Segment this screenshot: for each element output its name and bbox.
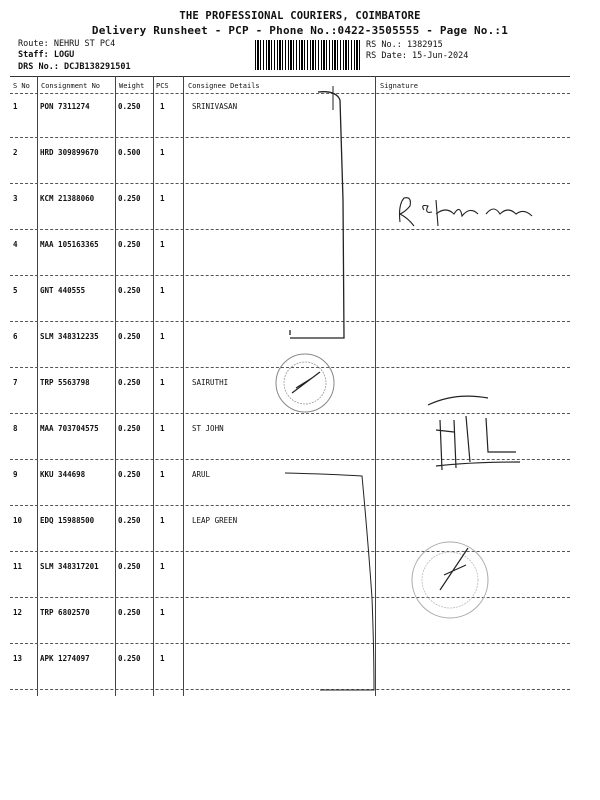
row-consignment-number: KKU 344698 (40, 470, 86, 479)
row-pcs: 1 (160, 516, 165, 525)
row-pcs: 1 (160, 148, 165, 157)
row-divider (10, 413, 570, 414)
row-pcs: 1 (160, 194, 165, 203)
row-consignment-number: APK 1274097 (40, 654, 90, 663)
row-sno: 2 (13, 148, 18, 157)
row-pcs: 1 (160, 332, 165, 341)
row-divider (10, 321, 570, 322)
row-divider (10, 367, 570, 368)
row-weight: 0.250 (118, 562, 141, 571)
row-divider (10, 689, 570, 690)
row-consignment-number: MAA 105163365 (40, 240, 99, 249)
row-consignment-number: MAA 703704575 (40, 424, 99, 433)
row-pcs: 1 (160, 378, 165, 387)
row-consignment-number: SLM 348317201 (40, 562, 99, 571)
row-pcs: 1 (160, 562, 165, 571)
row-pcs: 1 (160, 424, 165, 433)
company-title: THE PROFESSIONAL COURIERS, COIMBATORE (179, 10, 421, 22)
table-top-border (10, 76, 570, 77)
row-consignment-number: GNT 440555 (40, 286, 86, 295)
col-header-pcs: PCS (156, 82, 169, 90)
row-sno: 9 (13, 470, 18, 479)
row-divider (10, 551, 570, 552)
row-sno: 1 (13, 102, 18, 111)
col-header-consignment: Consignment No (41, 82, 101, 90)
col-divider (183, 76, 184, 696)
row-consignee: SAIRUTHI (192, 378, 229, 387)
row-weight: 0.250 (118, 240, 141, 249)
col-divider (37, 76, 38, 696)
row-consignment-number: TRP 5563798 (40, 378, 90, 387)
row-consignment-number: PON 7311274 (40, 102, 90, 111)
row-pcs: 1 (160, 286, 165, 295)
row-weight: 0.250 (118, 424, 141, 433)
col-divider (375, 76, 376, 696)
row-sno: 5 (13, 286, 18, 295)
pen-bracket-mark (290, 92, 344, 338)
row-weight: 0.500 (118, 148, 141, 157)
row-consignment-number: SLM 348312235 (40, 332, 99, 341)
stamp-row-7 (276, 354, 334, 412)
row-sno: 10 (13, 516, 23, 525)
row-consignment-number: EDQ 15988500 (40, 516, 95, 525)
row-weight: 0.250 (118, 608, 141, 617)
row-divider (10, 505, 570, 506)
col-header-consignee: Consignee Details (188, 82, 260, 90)
row-sno: 12 (13, 608, 23, 617)
row-sno: 4 (13, 240, 18, 249)
row-pcs: 1 (160, 470, 165, 479)
row-weight: 0.250 (118, 516, 141, 525)
row-weight: 0.250 (118, 654, 141, 663)
row-weight: 0.250 (118, 332, 141, 341)
row-sno: 13 (13, 654, 23, 663)
rs-date: RS Date: 15-Jun-2024 (366, 51, 469, 61)
row-consignee: ST JOHN (192, 424, 224, 433)
row-divider (10, 597, 570, 598)
col-header-weight: Weight (119, 82, 145, 90)
row-consignee: LEAP GREEN (192, 516, 238, 525)
route-label: Route: NEHRU ST PC4 (18, 39, 116, 49)
rs-number: RS No.: 1382915 (366, 40, 443, 50)
row-weight: 0.250 (118, 286, 141, 295)
drs-number: DRS No.: DCJB138291501 (18, 62, 131, 72)
row-pcs: 1 (160, 240, 165, 249)
row-sno: 6 (13, 332, 18, 341)
col-header-signature: Signature (380, 82, 418, 90)
row-divider (10, 459, 570, 460)
row-consignment-number: KCM 21388060 (40, 194, 95, 203)
staff-label: Staff: LOGU (18, 50, 75, 60)
runsheet-subtitle: Delivery Runsheet - PCP - Phone No.:0422-3505555 - Page No.:1 (91, 24, 509, 37)
row-divider (10, 183, 570, 184)
row-sno: 11 (13, 562, 23, 571)
col-divider (153, 76, 154, 696)
row-consignment-number: TRP 6802570 (40, 608, 90, 617)
stamp-row-10 (412, 542, 488, 618)
row-pcs: 1 (160, 102, 165, 111)
row-consignment-number: HRD 309899670 (40, 148, 99, 157)
table-header-divider (10, 93, 570, 94)
signature-row-3 (400, 198, 533, 226)
row-divider (10, 643, 570, 644)
col-header-sno: S No (13, 82, 30, 90)
row-divider (10, 229, 570, 230)
row-sno: 8 (13, 424, 18, 433)
row-sno: 7 (13, 378, 18, 387)
row-weight: 0.250 (118, 102, 141, 111)
row-pcs: 1 (160, 654, 165, 663)
row-consignee: SRINIVASAN (192, 102, 238, 111)
row-pcs: 1 (160, 608, 165, 617)
row-weight: 0.250 (118, 378, 141, 387)
row-sno: 3 (13, 194, 18, 203)
barcode (255, 40, 360, 70)
col-divider (115, 76, 116, 696)
row-divider (10, 137, 570, 138)
row-consignee: ARUL (192, 470, 211, 479)
row-divider (10, 275, 570, 276)
row-weight: 0.250 (118, 470, 141, 479)
row-weight: 0.250 (118, 194, 141, 203)
